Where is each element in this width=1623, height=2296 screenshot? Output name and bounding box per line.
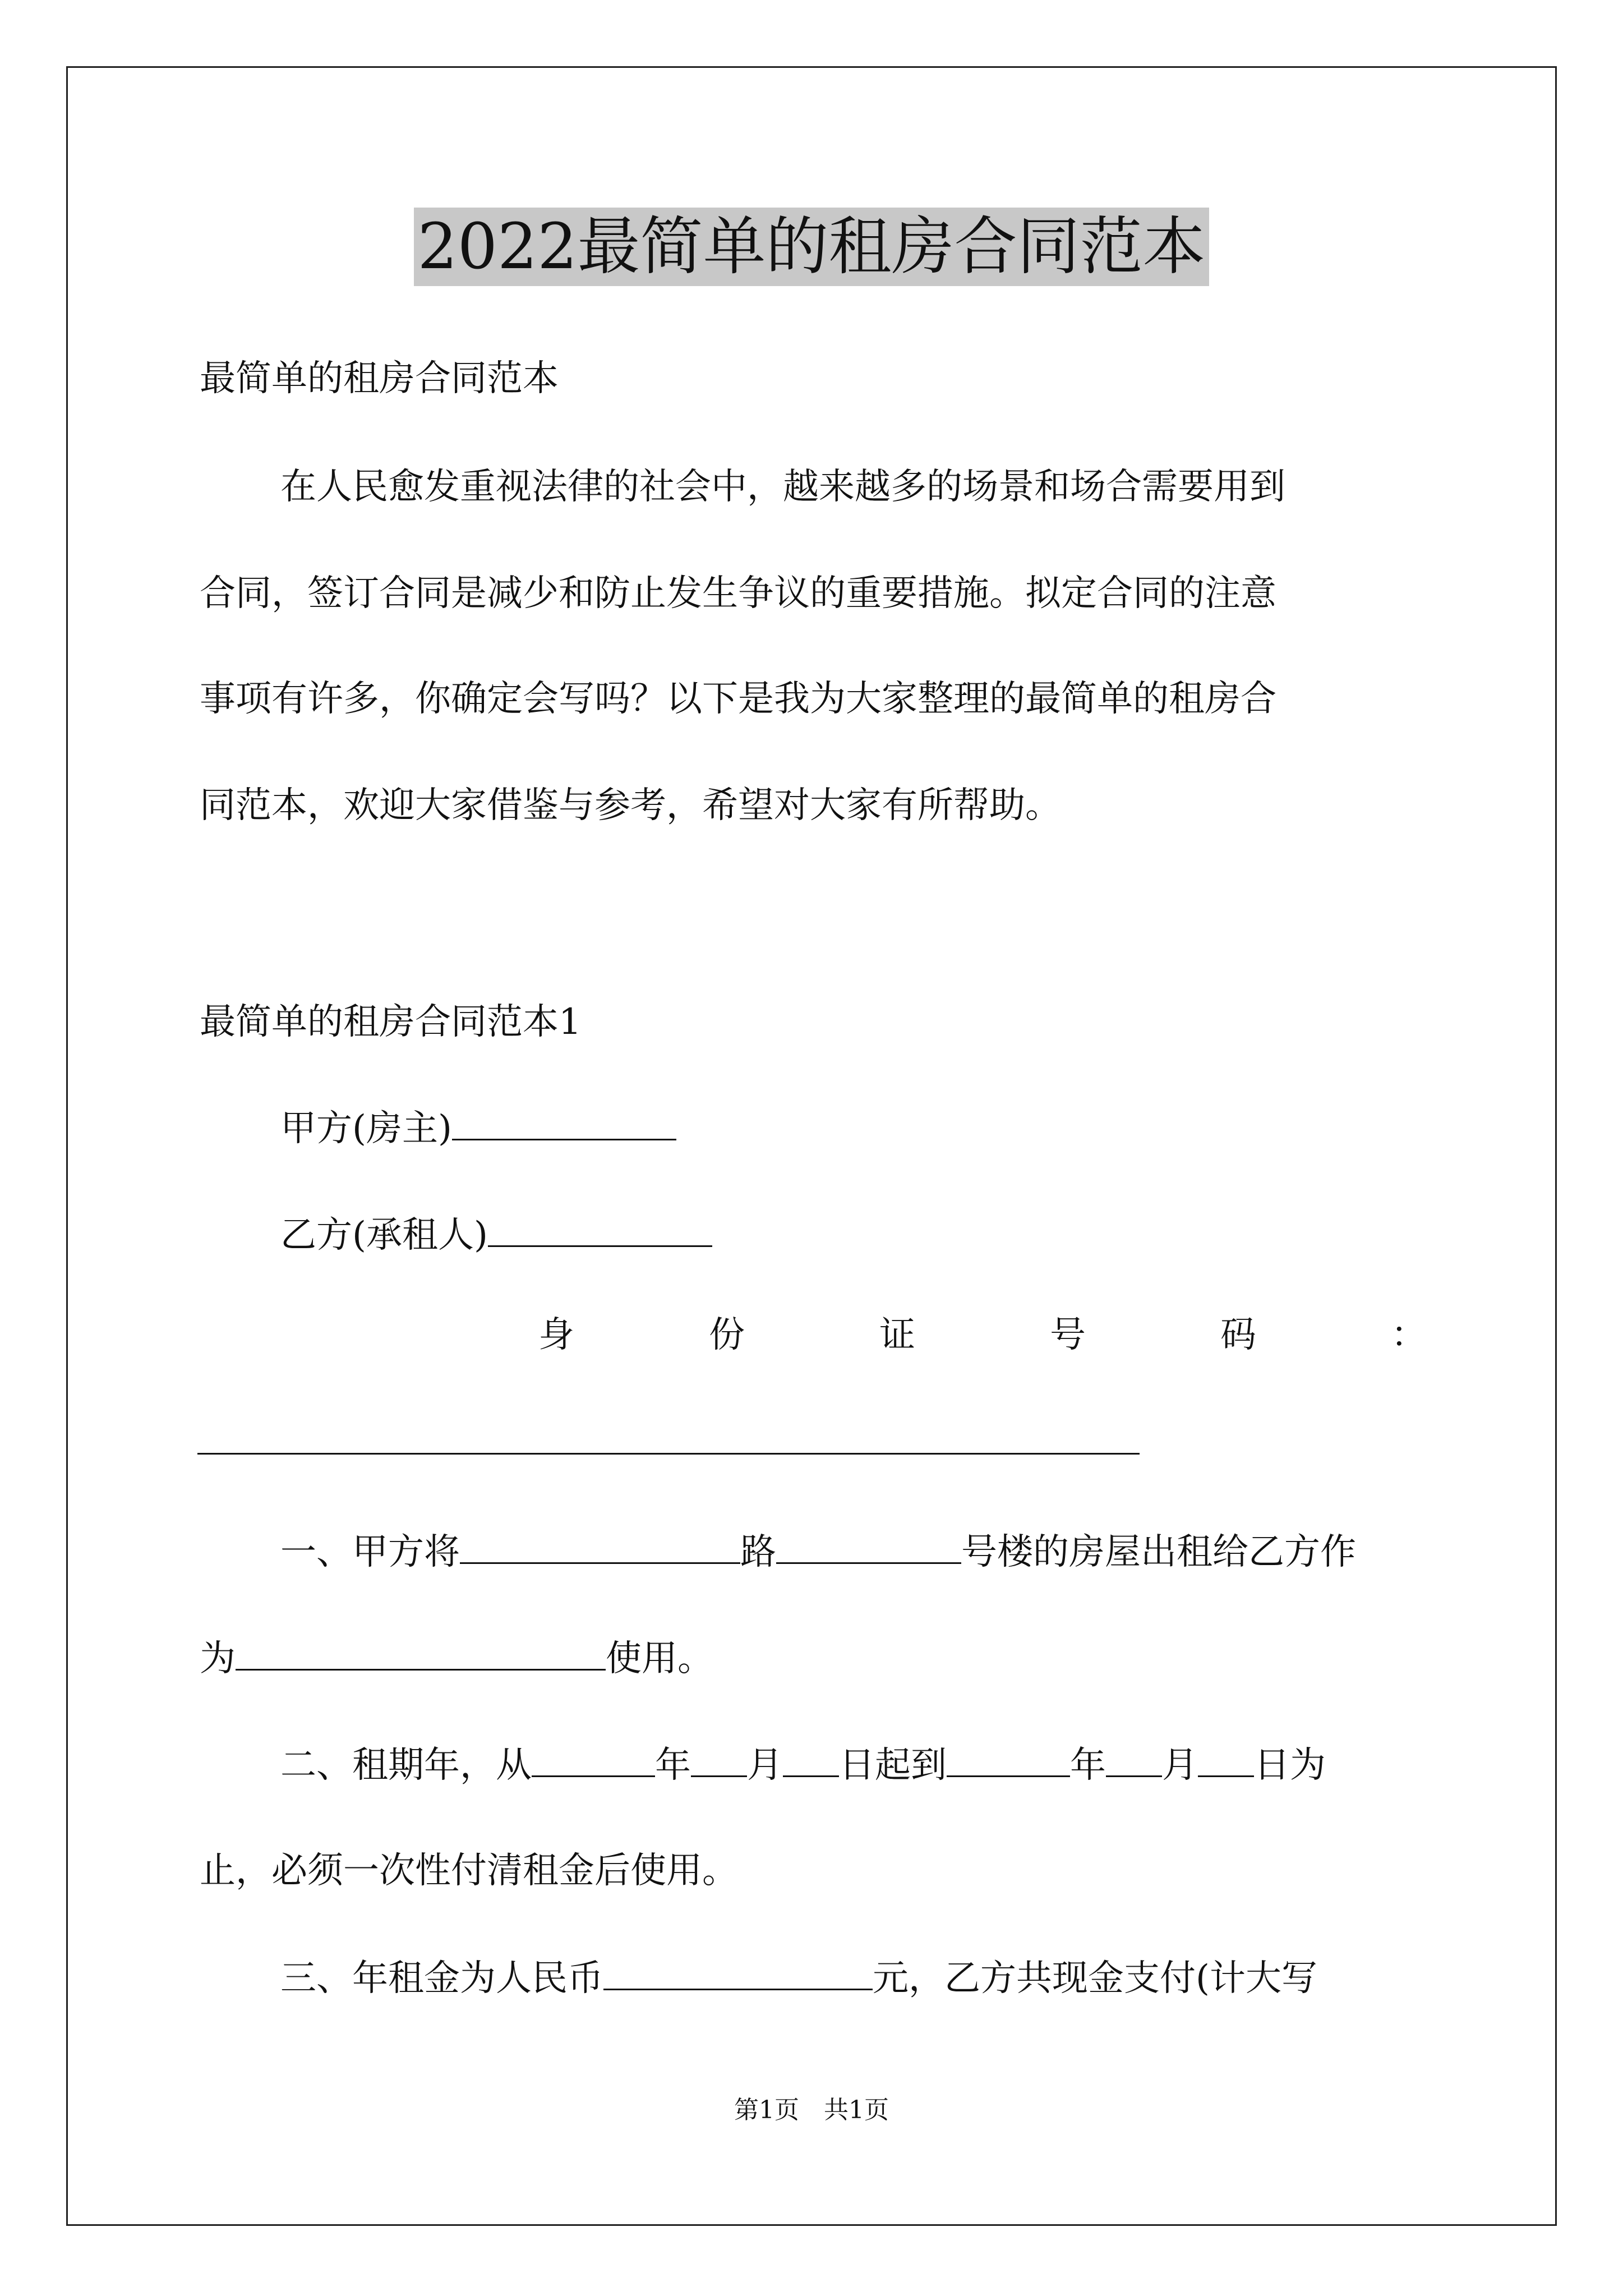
clause-1-street-blank[interactable] <box>460 1529 740 1564</box>
party-b-blank[interactable] <box>488 1212 712 1247</box>
party-a-line <box>280 1105 676 1151</box>
party-a-label: 甲方(房主) <box>280 1108 452 1149</box>
clause-2-end-month-blank[interactable] <box>1106 1742 1162 1777</box>
document-subtitle: 最简单的租房合同范本 <box>200 358 559 399</box>
clause-2-line-2: 止，必须一次性付清租金后使用。 <box>200 1850 738 1892</box>
clause-2-end-year-blank[interactable] <box>947 1742 1070 1777</box>
id-char-2: 份 <box>709 1314 745 1356</box>
party-a-blank[interactable] <box>452 1105 676 1140</box>
clause-2-day1: 日起到 <box>839 1745 947 1786</box>
clause-1-line2-prefix: 为 <box>200 1638 236 1680</box>
clause-2-month1: 月 <box>747 1745 783 1786</box>
intro-line-4: 同范本，欢迎大家借鉴与参考，希望对大家有所帮助。 <box>200 785 1061 826</box>
clause-2-day2: 日为 <box>1254 1745 1326 1786</box>
document-title: 2022最简单的租房合同范本 <box>414 208 1209 286</box>
clause-1-number-blank[interactable] <box>776 1529 961 1564</box>
id-char-1: 身 <box>538 1314 574 1356</box>
clause-2-start-year-blank[interactable] <box>532 1742 655 1777</box>
page-footer: 第1页 共1页 <box>734 2096 889 2124</box>
clause-2-prefix: 二、租期年，从 <box>280 1745 532 1786</box>
id-char-4: 号 <box>1050 1314 1086 1356</box>
party-b-label: 乙方(承租人) <box>280 1214 488 1256</box>
id-char-5: 码 <box>1220 1314 1256 1356</box>
clause-2-start-month-blank[interactable] <box>691 1742 747 1777</box>
party-b-line <box>280 1212 712 1258</box>
clause-2-line-1 <box>280 1742 1326 1788</box>
id-char-3: 证 <box>879 1314 915 1356</box>
clause-1-purpose-blank[interactable] <box>236 1635 606 1671</box>
intro-line-1: 在人民愈发重视法律的社会中，越来越多的场景和场合需要用到 <box>280 466 1285 508</box>
clause-2-month2: 月 <box>1162 1745 1198 1786</box>
clause-3-prefix: 三、年租金为人民币 <box>280 1958 603 1999</box>
clause-2-year1: 年 <box>655 1745 691 1786</box>
section-heading: 最简单的租房合同范本1 <box>200 1001 582 1043</box>
clause-1-line2-suffix: 使用。 <box>606 1638 713 1680</box>
clause-3-line-1 <box>280 1955 1317 2001</box>
clause-2-end-day-blank[interactable] <box>1198 1742 1254 1777</box>
clause-1-suffix: 号楼的房屋出租给乙方作 <box>961 1531 1356 1573</box>
intro-line-3: 事项有许多，你确定会写吗？以下是我为大家整理的最简单的租房合 <box>200 678 1276 720</box>
clause-1-prefix: 一、甲方将 <box>280 1531 460 1573</box>
id-number-blank[interactable] <box>197 1453 1140 1455</box>
clause-1-line-1 <box>280 1529 1356 1575</box>
clause-1-line-2 <box>200 1635 713 1681</box>
clause-3-rent-blank[interactable] <box>603 1955 873 1990</box>
clause-2-year2: 年 <box>1070 1745 1106 1786</box>
clause-1-road: 路 <box>740 1531 776 1573</box>
clause-2-start-day-blank[interactable] <box>783 1742 839 1777</box>
clause-3-suffix: 元，乙方共现金支付(计大写 <box>873 1958 1317 1999</box>
title-container <box>0 208 1623 286</box>
intro-line-2: 合同，签订合同是减少和防止发生争议的重要措施。拟定合同的注意 <box>200 573 1276 614</box>
id-char-6: ： <box>1391 1314 1427 1356</box>
